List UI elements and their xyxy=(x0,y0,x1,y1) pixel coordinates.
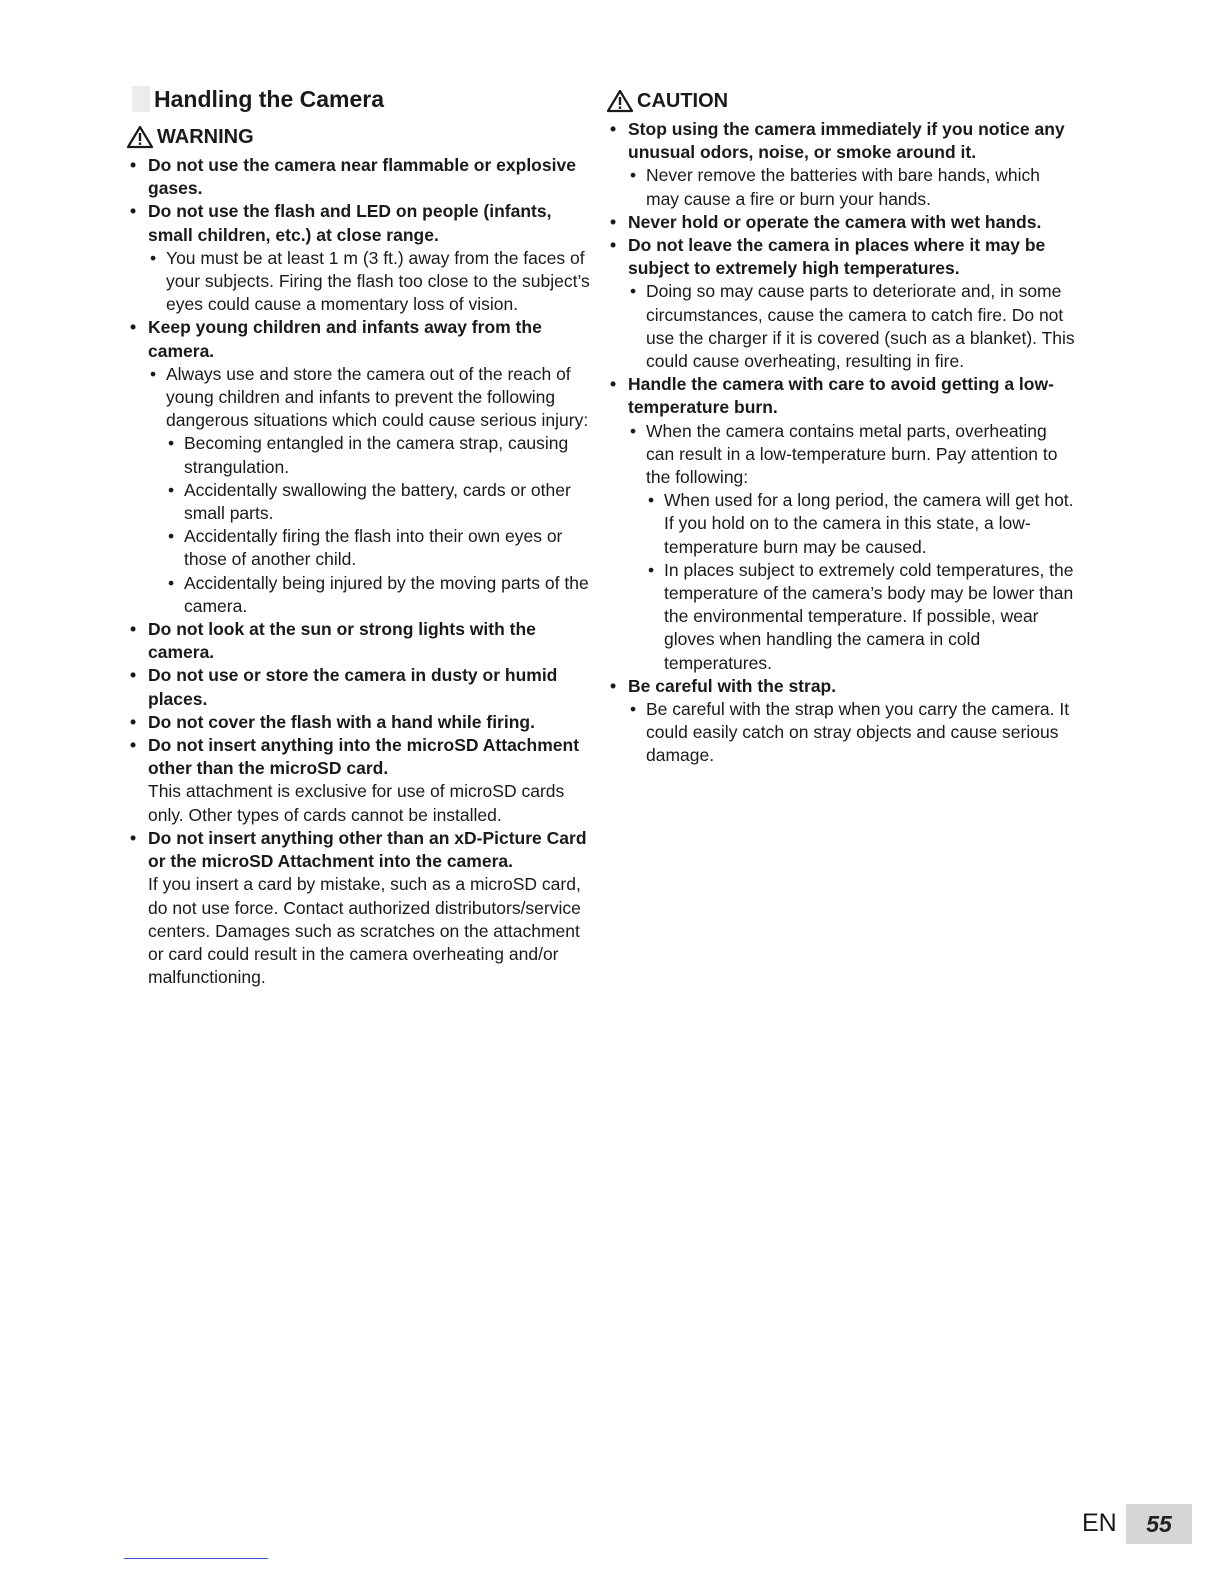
sub-sub-item: • In places subject to extremely cold temperatures, the temperature of the camera’s body may be lower than the environmental temperature. If possible, wear gloves when handling the camera in cold temperatures. xyxy=(646,559,1076,675)
caution-list xyxy=(606,118,1076,768)
sub-item-text: Always use and store the camera out of the reach of young children and infants to prevent the following dangerous situations which could cause serious injury: xyxy=(166,363,589,431)
item-heading: • Never hold or operate the camera with wet hands. xyxy=(628,211,1042,232)
caution-item xyxy=(606,234,1076,373)
sub-list xyxy=(628,164,1076,210)
right-column xyxy=(606,88,1076,768)
sub-item: • Be careful with the strap when you carry the camera. It could easily catch on stray objects and cause serious damage. xyxy=(628,698,1076,768)
sub-sub-list xyxy=(646,489,1076,675)
left-column xyxy=(126,84,596,989)
warning-item xyxy=(126,711,596,734)
bottom-rule xyxy=(124,1558,268,1559)
warning-item xyxy=(126,827,596,989)
warning-heading xyxy=(126,124,596,150)
item-heading: • Handle the camera with care to avoid getting a low-temperature burn. xyxy=(628,374,1054,418)
sub-item: • You must be at least 1 m (3 ft.) away from the faces of your subjects. Firing the flash too close to the subject’s eyes could cause a momentary loss of vision. xyxy=(148,247,596,317)
item-heading: • Do not use the camera near flammable or explosive gases. xyxy=(148,155,576,199)
warning-label: WARNING xyxy=(157,125,254,148)
sub-item xyxy=(628,420,1076,675)
warning-item xyxy=(126,316,596,618)
warning-item xyxy=(126,200,596,316)
item-note: This attachment is exclusive for use of microSD cards only. Other types of cards cannot be installed. xyxy=(148,781,565,825)
page-number: 55 xyxy=(1126,1504,1192,1544)
item-heading: • Do not use the flash and LED on people (infants, small children, etc.) at close range. xyxy=(148,201,552,245)
warning-item xyxy=(126,664,596,710)
section-title-text: Handling the Camera xyxy=(154,85,385,112)
item-heading: • Be careful with the strap. xyxy=(628,675,837,696)
sub-list xyxy=(628,698,1076,768)
section-marker xyxy=(132,86,150,112)
sub-item: • Never remove the batteries with bare hands, which may cause a fire or burn your hands. xyxy=(628,164,1076,210)
sub-list xyxy=(628,280,1076,373)
caution-label: CAUTION xyxy=(637,89,729,112)
item-heading: • Do not leave the camera in places where it may be subject to extremely high temperatures. xyxy=(628,235,1046,279)
sub-sub-item: • When used for a long period, the camera will get hot. If you hold on to the camera in this state, a low-temperature burn may be caused. xyxy=(646,489,1076,559)
sub-item xyxy=(148,363,596,618)
caution-item xyxy=(606,211,1076,234)
item-heading: • Do not cover the flash with a hand while firing. xyxy=(148,711,535,732)
sub-item: • Doing so may cause parts to deteriorate and, in some circumstances, cause the camera to catch fire. Do not use the charger if it is covered (such as a blanket). This could cause overheating, resulting in fire. xyxy=(628,280,1076,373)
sub-sub-item: • Accidentally firing the flash into their own eyes or those of another child. xyxy=(166,525,596,571)
warning-item xyxy=(126,734,596,827)
item-heading: • Do not use or store the camera in dusty or humid places. xyxy=(148,665,558,709)
item-heading: • Do not insert anything into the microSD Attachment other than the microSD card. xyxy=(148,735,580,779)
item-note: If you insert a card by mistake, such as a microSD card, do not use force. Contact authorized distributors/service centers. Damages such as scratches on the attachment or card could result in the camera overheating and/or malfunctioning. xyxy=(148,874,581,988)
item-heading: • Keep young children and infants away from the camera. xyxy=(148,317,542,361)
sub-list xyxy=(148,247,596,317)
item-heading: • Stop using the camera immediately if you notice any unusual odors, noise, or smoke around it. xyxy=(628,119,1065,163)
sub-list xyxy=(628,420,1076,675)
language-label: EN xyxy=(1082,1509,1117,1537)
warning-list xyxy=(126,154,596,989)
item-heading: • Do not insert anything other than an xD-Picture Card or the microSD Attachment into the camera. xyxy=(148,827,587,872)
caution-triangle-icon xyxy=(606,89,634,113)
caution-item xyxy=(606,373,1076,675)
section-title xyxy=(132,84,596,114)
sub-sub-list xyxy=(166,432,596,618)
sub-sub-item: • Accidentally swallowing the battery, cards or other small parts. xyxy=(166,479,596,525)
sub-sub-item: • Becoming entangled in the camera strap, causing strangulation. xyxy=(166,432,596,478)
sub-sub-item: • Accidentally being injured by the moving parts of the camera. xyxy=(166,572,596,618)
sub-item-text: When the camera contains metal parts, overheating can result in a low-temperature burn. Pay attention to the following: xyxy=(646,420,1058,488)
sub-list xyxy=(148,363,596,618)
caution-item xyxy=(606,118,1076,211)
warning-item xyxy=(126,618,596,664)
warning-triangle-icon xyxy=(126,125,154,149)
item-heading: • Do not look at the sun or strong lights with the camera. xyxy=(148,619,536,663)
warning-item xyxy=(126,154,596,200)
caution-item xyxy=(606,675,1076,768)
caution-heading xyxy=(606,88,1076,114)
